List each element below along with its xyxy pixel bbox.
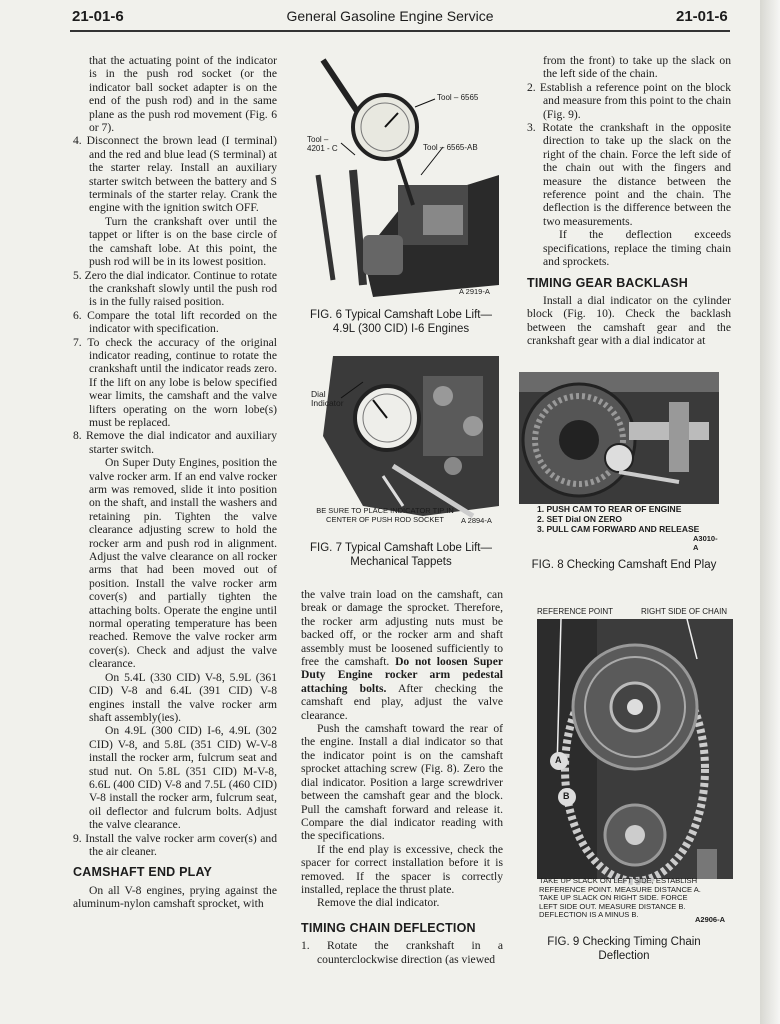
step-9: 9. Install the valve rocker arm cover(s) and the air cleaner. <box>73 831 277 858</box>
callout-line: Dial <box>311 389 326 399</box>
paragraph: On 5.4L (330 CID) V-8, 5.9L (361 CID) V-8 and 6.4L (391 CID) V-8 engines install the valve rocker arm shaft assembly(ies). <box>89 670 277 724</box>
figure-6-caption <box>290 308 512 336</box>
text-run: the valve train load on the camshaft, can break or damage the sprocket. Therefore, the rocker arm adjusting nuts must be backed off, or the rocker arm and shaft assembly must be loosened sufficiently to free the camshaft. <box>301 588 503 669</box>
figure-ref: A 2919-A <box>459 287 490 296</box>
step-3: 3. Rotate the crankshaft in the opposite direction to take up the slack on the right of the chain. Force the left side of the chain out with the fingers and measure the distance between the reference point and the chain. The deflection is the difference between the two measurements. <box>527 121 731 228</box>
paragraph: that the actuating point of the indicator is in the push rod socket (or the indicator ball socket adapter is on the end of the push rod) and in the same plane as the push rod movement (Fig. 6 or 7). <box>89 54 277 135</box>
paragraph: On Super Duty Engines, position the valve rocker arm. If an end valve rocker arm was removed, slide it into position on the shaft, and install the washers and retaining pin. Tighten the valve clearance adjusting screw to hold the rocker arm and push rod in alignment. Adjust the valve clearance on all rocker arms that had been moved out of position. Install the valve rocker arm cover(s) and partially tighten the attaching bolts. Operate the engine until normal operating temperature has been reached. Remove the valve rocker arm cover(s). Check and adjust the valve clearance. <box>89 456 277 671</box>
callout-line: Tool – <box>307 135 329 144</box>
caption-line: FIG. 9 Checking Timing Chain <box>547 936 701 948</box>
step-4: 4. Disconnect the brown lead (I terminal) and the red and blue lead (S terminal) at the starter relay. Install an auxiliary starter switch between the battery and S terminals of the starter relay. Crank the engine with the ignition switch OFF. <box>73 134 277 215</box>
label-a: A <box>555 755 562 765</box>
text-column-middle <box>301 588 503 966</box>
figure-9-drawing <box>537 619 733 879</box>
step-line: 3. PULL CAM FORWARD AND RELEASE <box>537 524 700 534</box>
step-line: 2. SET Dial ON ZERO <box>537 514 623 524</box>
text-run: After checking the camshaft end play, adjust the valve clearance. <box>301 681 503 722</box>
figure-6-drawing <box>303 55 499 297</box>
warning-text: Do not loosen Super Duty Engine rocker arm pedestal attaching bolts. <box>301 655 504 695</box>
figure-8-drawing <box>519 372 719 504</box>
callout-tool-4201c <box>307 135 338 153</box>
callout-tool-6565ab: Tool – 6565-AB <box>423 143 478 152</box>
note-line: DEFLECTION IS A MINUS B. <box>539 910 639 920</box>
caption-line: Deflection <box>598 950 650 962</box>
callout-tool-6565: Tool – 6565 <box>437 93 479 102</box>
callout-dial-indicator <box>311 390 344 408</box>
note-line: BE SURE TO PLACE INDICATOR TIP IN <box>316 506 454 515</box>
note-line: LEFT SIDE OUT. MEASURE DISTANCE B. <box>539 901 686 911</box>
header-rule <box>70 30 730 32</box>
figure-note <box>305 506 465 524</box>
paragraph: Remove the dial indicator. <box>317 896 440 910</box>
section-heading: TIMING GEAR BACKLASH <box>527 275 688 290</box>
step-5: 5. Zero the dial indicator. Continue to rotate the crankshaft slowly until the push rod is in the fully raised position. <box>73 268 277 309</box>
callout-reference-point: REFERENCE POINT <box>537 607 614 616</box>
figure-7-drawing <box>303 356 499 528</box>
figure-7-illustration <box>303 356 499 528</box>
paragraph <box>301 588 503 722</box>
figure-8-illustration <box>519 372 719 552</box>
paragraph: from the front) to take up the slack on the left side of the chain. <box>543 54 731 81</box>
callout-line: 4201 - C <box>307 144 338 153</box>
paragraph: On all V-8 engines, prying against the aluminum-nylon camshaft sprocket, with <box>73 883 277 911</box>
callout-right-side-of-chain: RIGHT SIDE OF CHAIN <box>641 607 728 616</box>
figure-ref: A2906-A <box>695 915 726 924</box>
figure-note <box>539 877 701 920</box>
figure-ref: A3010-A <box>693 534 718 552</box>
text-column-left <box>73 54 277 911</box>
page-edge <box>760 0 780 1024</box>
note-line: CENTER OF PUSH ROD SOCKET <box>326 515 444 524</box>
step-7: 7. To check the accuracy of the original indicator reading, continue to rotate the crankshaft until the indicator reads zero. If the lift on any lobe is below specified wear limits, the camshaft and the valve lifters operating on the worn lobe(s) must be replaced. <box>73 335 277 429</box>
callout-line: Indicator <box>311 398 344 408</box>
text-column-right <box>527 54 731 348</box>
figure-7-caption <box>290 541 512 569</box>
page-title: General Gasoline Engine Service <box>286 8 494 24</box>
caption-line: 4.9L (300 CID) I-6 Engines <box>332 323 470 335</box>
caption-line: Mechanical Tappets <box>350 556 452 568</box>
step-2: 2. Establish a reference point on the block and measure from this point to the chain (Fig. 9). <box>527 80 731 121</box>
paragraph: On 4.9L (300 CID) I-6, 4.9L (302 CID) V-8, and 5.8L (351 CID) W-V-8 install the rocker arm, fulcrum seat and stud nut. On 5.8L (351 CID) M-V-8, 6.6L (400 CID) V-8 and 7.5L (460 CID) V-8 install the rocker arm, fulcrum seat, oil deflector and fulcrum bolts. Adjust the valve clearance. <box>89 724 277 832</box>
caption-line: FIG. 7 Typical Camshaft Lobe Lift— <box>310 542 492 554</box>
paragraph: Push the camshaft toward the rear of the engine. Install a dial indicator so that the indicator point is on the camshaft sprocket attaching screw (Fig. 8). Zero the dial indicator. Position a large screwdriver between the camshaft gear and the block. Pull the camshaft forward and release it. Compare the dial indicator reading with the specifications. <box>301 722 503 843</box>
figure-steps <box>537 504 699 534</box>
figure-6-illustration <box>303 55 499 297</box>
figure-8-caption: FIG. 8 Checking Camshaft End Play <box>531 559 717 571</box>
paragraph: If the deflection exceeds specifications, replace the timing chain and sprockets. <box>543 228 731 269</box>
note-line: TAKE UP SLACK ON LEFT SIDE, ESTABLISH <box>539 876 698 885</box>
step-line: 1. PUSH CAM TO REAR OF ENGINE <box>537 504 682 514</box>
section-heading: TIMING CHAIN DEFLECTION <box>301 920 476 935</box>
section-heading: CAMSHAFT END PLAY <box>73 865 213 880</box>
step-1: 1. Rotate the crankshaft in a counterclockwise direction (as viewed <box>301 939 503 966</box>
note-line: REFERENCE POINT. MEASURE DISTANCE A. <box>539 884 701 894</box>
paragraph: Install a dial indicator on the cylinder block (Fig. 10). Check the backlash between the camshaft gear and the crankshaft gear with a dial indicator at <box>527 293 731 348</box>
page-number-left: 21-01-6 <box>72 8 124 25</box>
caption-line: FIG. 6 Typical Camshaft Lobe Lift— <box>310 309 492 321</box>
figure-ref: A 2894-A <box>461 516 492 525</box>
page-number-right: 21-01-6 <box>676 8 728 25</box>
figure-9-illustration <box>537 605 733 927</box>
note-line: TAKE UP SLACK ON RIGHT SIDE. FORCE <box>539 893 688 903</box>
paragraph: If the end play is excessive, check the spacer for correct installation before it is removed. If the spacer is correctly installed, replace the thrust plate. <box>301 842 503 896</box>
paragraph: Turn the crankshaft over until the tappet or lifter is on the base circle of the camshaft lobe. At this point, the push rod will be in its lowest position. <box>89 214 277 269</box>
label-b: B <box>563 791 570 801</box>
step-6: 6. Compare the total lift recorded on the indicator with specification. <box>73 308 277 336</box>
figure-9-caption <box>518 935 730 963</box>
step-8: 8. Remove the dial indicator and auxiliary starter switch. <box>73 429 277 456</box>
